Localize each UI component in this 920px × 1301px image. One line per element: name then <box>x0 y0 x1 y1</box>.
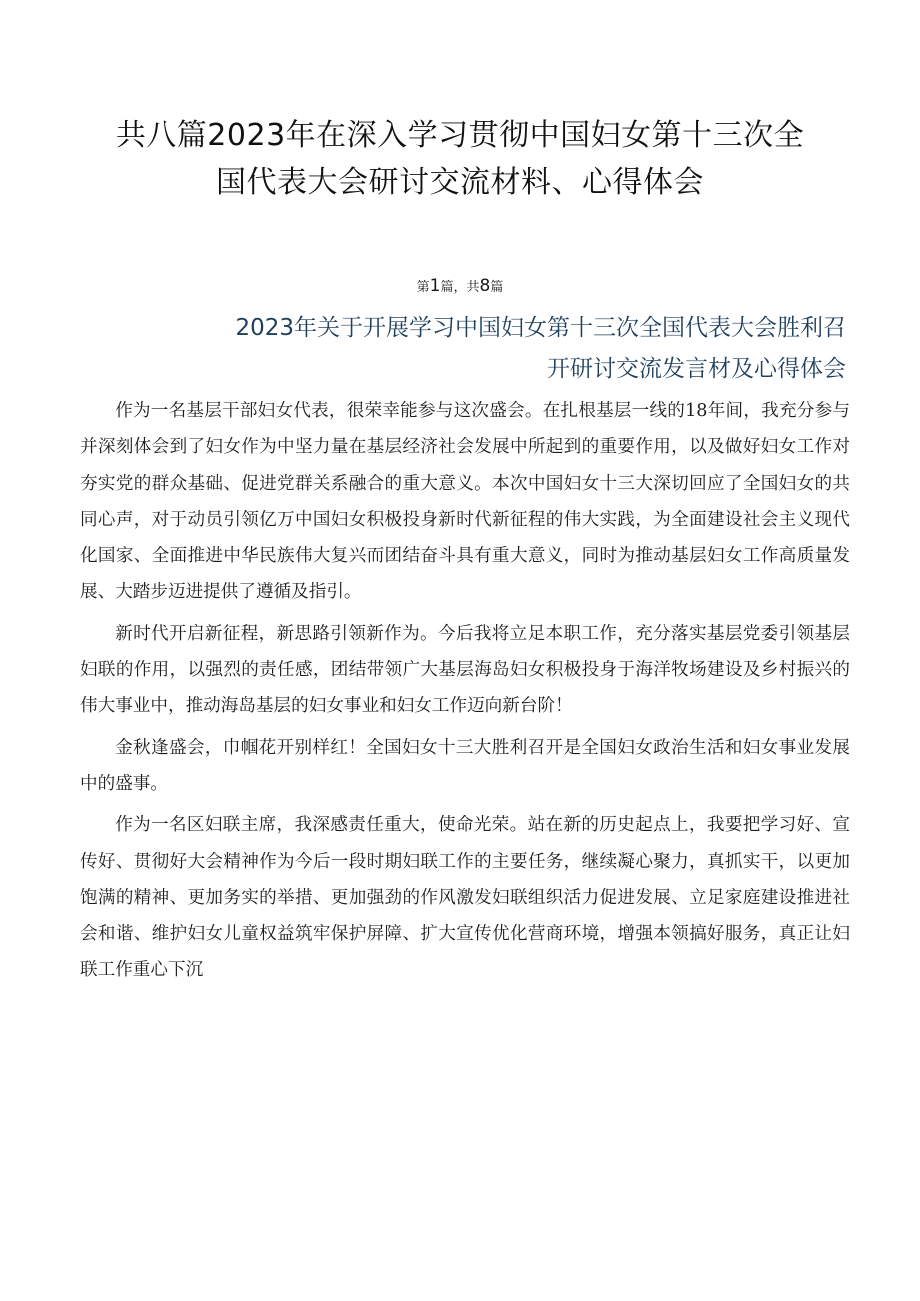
part-total: 8 <box>479 276 491 296</box>
body-paragraph: 作为一名区妇联主席，我深感责任重大，使命光荣。站在新的历史起点上，我要把学习好、宣传好、贯彻好大会精神作为今后一段时期妇联工作的主要任务，继续凝心聚力，真抓实干，以更加饱满的精神、更加务实的举措、更加强劲的作风激发妇联组织活力促进发展、立足家庭建设推进社会和谐、维护妇女儿童权益筑牢保护屏障、扩大宣传优化营商环境，增强本领搞好服务，真正让妇联工作重心下沉 <box>80 815 850 981</box>
document-title-line-1: 共八篇2023年在深入学习贯彻中国妇女第十三次全 <box>115 118 805 153</box>
body-paragraph: 金秋逢盛会，巾帼花开别样红！全国妇女十三大胜利召开是全国妇女政治生活和妇女事业发展中的盛事。 <box>80 737 850 794</box>
body-paragraph: 新时代开启新征程，新思路引领新作为。今后我将立足本职工作，充分落实基层党委引领基层妇联的作用，以强烈的责任感，团结带领广大基层海岛妇女积极投身于海洋牧场建设及乡村振兴的伟大事业中，推动海岛基层的妇女事业和妇女工作迈向新台阶！ <box>80 623 850 717</box>
document-title-line-2: 国代表大会研讨交流材料、心得体会 <box>216 165 704 200</box>
section-title <box>80 308 846 390</box>
part-prefix: 第 <box>416 280 430 295</box>
document-body <box>80 393 850 989</box>
document-title <box>60 112 860 206</box>
section-title-line-2: 开研讨交流发言材及心得体会 <box>547 356 846 382</box>
body-paragraph: 作为一名基层干部妇女代表，很荣幸能参与这次盛会。在扎根基层一线的18年间，我充分参与并深刻体会到了妇女作为中坚力量在基层经济社会发展中所起到的重要作用，以及做好妇女工作对夯实党的群众基础、促进党群关系融合的重大意义。本次中国妇女十三大深切回应了全国妇女的共同心声，对于动员引领亿万中国妇女积极投身新时代新征程的伟大实践，为全面建设社会主义现代化国家、全面推进中华民族伟大复兴而团结奋斗具有重大意义，同时为推动基层妇女工作高质量发展、大踏步迈进提供了遵循及指引。 <box>80 401 850 603</box>
part-middle: 篇，共 <box>440 280 480 295</box>
part-indicator <box>0 276 920 296</box>
part-number: 1 <box>429 276 441 296</box>
section-title-line-1: 2023年关于开展学习中国妇女第十三次全国代表大会胜利召 <box>235 315 846 341</box>
part-suffix: 篇 <box>490 280 504 295</box>
